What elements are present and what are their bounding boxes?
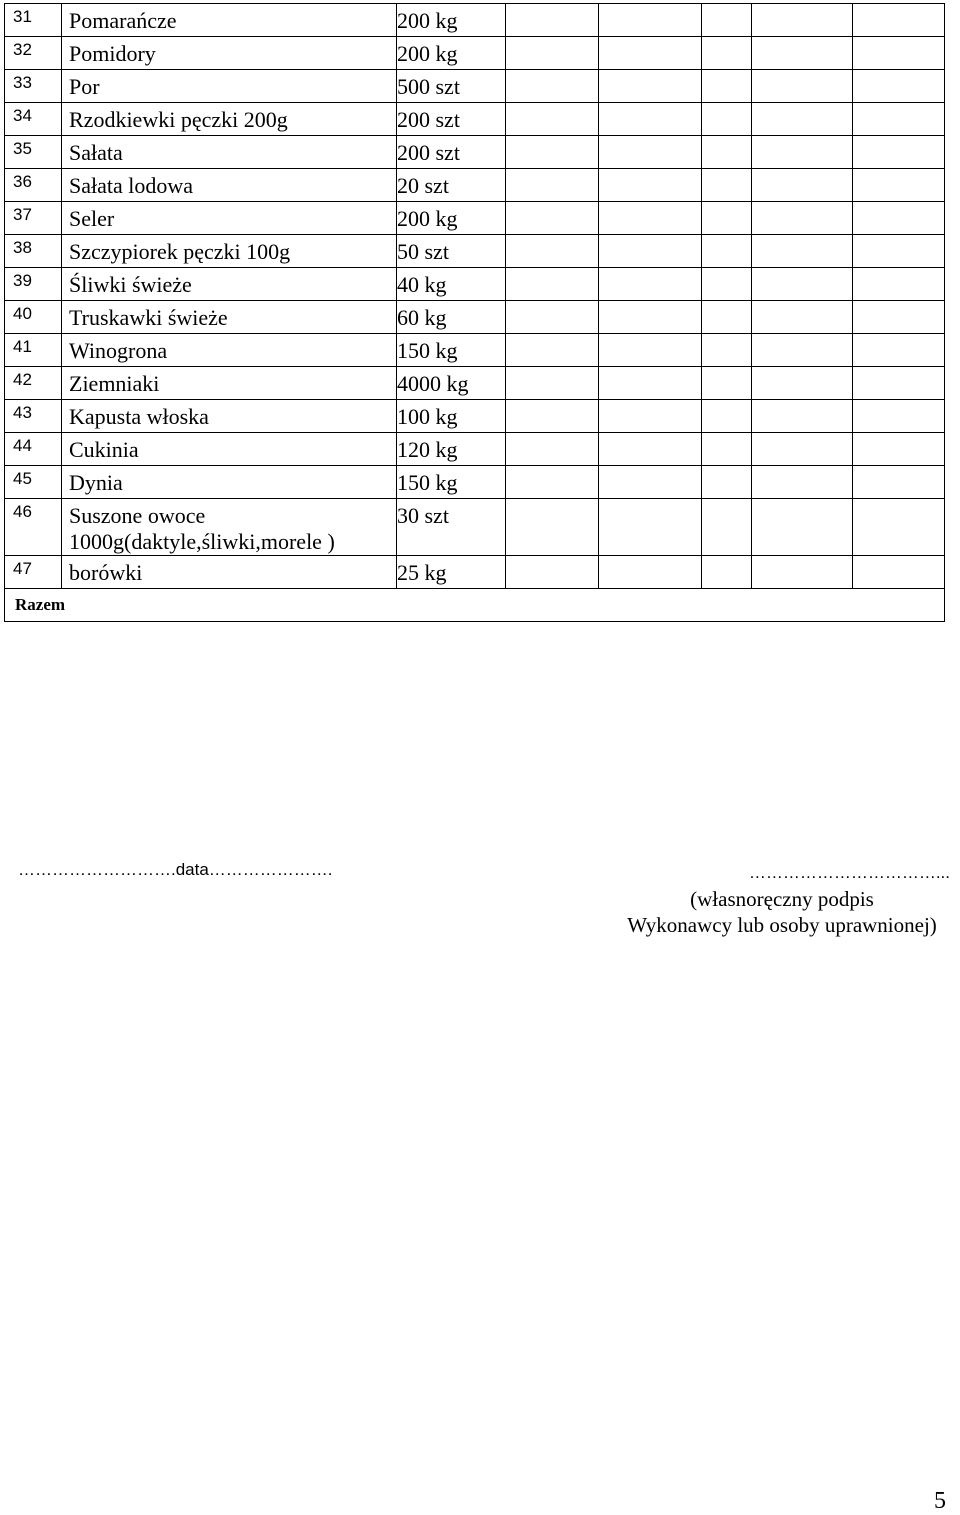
- product-quantity: 120 kg: [397, 433, 506, 466]
- empty-cell: [853, 499, 945, 556]
- signature-block: [612, 860, 952, 938]
- table-row: [5, 466, 945, 499]
- row-number: 47: [5, 556, 62, 589]
- empty-cell: [702, 268, 752, 301]
- empty-cell: [853, 334, 945, 367]
- empty-cell: [506, 103, 599, 136]
- empty-cell: [752, 169, 853, 202]
- date-line: ……………………….data………………….: [18, 860, 333, 879]
- empty-cell: [702, 103, 752, 136]
- product-name: Kapusta włoska: [62, 400, 397, 433]
- empty-cell: [853, 103, 945, 136]
- product-quantity: 100 kg: [397, 400, 506, 433]
- empty-cell: [506, 400, 599, 433]
- empty-cell: [853, 4, 945, 37]
- product-name: Dynia: [62, 466, 397, 499]
- empty-cell: [702, 433, 752, 466]
- empty-cell: [702, 301, 752, 334]
- product-name: Ziemniaki: [62, 367, 397, 400]
- empty-cell: [752, 400, 853, 433]
- items-table: [4, 3, 945, 622]
- empty-cell: [752, 499, 853, 556]
- table-row: [5, 499, 945, 556]
- empty-cell: [752, 433, 853, 466]
- empty-cell: [702, 4, 752, 37]
- row-number: 45: [5, 466, 62, 499]
- product-name: Sałata lodowa: [62, 169, 397, 202]
- table-row: [5, 556, 945, 589]
- product-name: Śliwki świeże: [62, 268, 397, 301]
- empty-cell: [599, 103, 702, 136]
- product-quantity: 500 szt: [397, 70, 506, 103]
- empty-cell: [599, 136, 702, 169]
- product-quantity: 200 szt: [397, 103, 506, 136]
- empty-cell: [752, 4, 853, 37]
- product-name: Rzodkiewki pęczki 200g: [62, 103, 397, 136]
- empty-cell: [752, 235, 853, 268]
- empty-cell: [506, 268, 599, 301]
- product-quantity: 50 szt: [397, 235, 506, 268]
- table-row: [5, 169, 945, 202]
- empty-cell: [702, 202, 752, 235]
- product-name: Pomarańcze: [62, 4, 397, 37]
- product-quantity: 200 kg: [397, 4, 506, 37]
- product-name: Cukinia: [62, 433, 397, 466]
- product-name: Pomidory: [62, 37, 397, 70]
- empty-cell: [853, 37, 945, 70]
- row-number: 44: [5, 433, 62, 466]
- empty-cell: [599, 70, 702, 103]
- empty-cell: [702, 37, 752, 70]
- empty-cell: [599, 268, 702, 301]
- empty-cell: [599, 202, 702, 235]
- product-quantity: 25 kg: [397, 556, 506, 589]
- empty-cell: [599, 301, 702, 334]
- table-row: [5, 4, 945, 37]
- empty-cell: [506, 37, 599, 70]
- empty-cell: [599, 400, 702, 433]
- empty-cell: [506, 70, 599, 103]
- empty-cell: [599, 235, 702, 268]
- table-row: [5, 301, 945, 334]
- empty-cell: [853, 268, 945, 301]
- empty-cell: [506, 136, 599, 169]
- empty-cell: [752, 37, 853, 70]
- signature-caption-line2: Wykonawcy lub osoby uprawnionej): [627, 913, 937, 937]
- empty-cell: [853, 202, 945, 235]
- table-row: [5, 103, 945, 136]
- empty-cell: [599, 37, 702, 70]
- row-number: 42: [5, 367, 62, 400]
- empty-cell: [853, 169, 945, 202]
- product-quantity: 4000 kg: [397, 367, 506, 400]
- product-name: Truskawki świeże: [62, 301, 397, 334]
- empty-cell: [853, 136, 945, 169]
- empty-cell: [752, 556, 853, 589]
- product-quantity: 150 kg: [397, 334, 506, 367]
- empty-cell: [752, 301, 853, 334]
- table-row: [5, 268, 945, 301]
- empty-cell: [853, 367, 945, 400]
- row-number: 43: [5, 400, 62, 433]
- row-number: 31: [5, 4, 62, 37]
- empty-cell: [752, 268, 853, 301]
- empty-cell: [702, 367, 752, 400]
- empty-cell: [506, 556, 599, 589]
- empty-cell: [853, 235, 945, 268]
- product-name: Por: [62, 70, 397, 103]
- product-name: Szczypiorek pęczki 100g: [62, 235, 397, 268]
- row-number: 39: [5, 268, 62, 301]
- items-table-body: [5, 4, 945, 622]
- row-number: 33: [5, 70, 62, 103]
- product-quantity: 200 szt: [397, 136, 506, 169]
- empty-cell: [853, 400, 945, 433]
- table-row: [5, 136, 945, 169]
- empty-cell: [702, 70, 752, 103]
- row-number: 46: [5, 499, 62, 556]
- page-number: 5: [934, 1488, 946, 1514]
- empty-cell: [702, 466, 752, 499]
- row-number: 37: [5, 202, 62, 235]
- empty-cell: [752, 334, 853, 367]
- product-name: borówki: [62, 556, 397, 589]
- empty-cell: [752, 202, 853, 235]
- empty-cell: [506, 334, 599, 367]
- empty-cell: [599, 499, 702, 556]
- empty-cell: [702, 169, 752, 202]
- empty-cell: [752, 466, 853, 499]
- table-row: [5, 202, 945, 235]
- empty-cell: [702, 235, 752, 268]
- empty-cell: [599, 4, 702, 37]
- empty-cell: [506, 466, 599, 499]
- empty-cell: [702, 556, 752, 589]
- empty-cell: [506, 235, 599, 268]
- row-number: 40: [5, 301, 62, 334]
- empty-cell: [506, 367, 599, 400]
- empty-cell: [752, 136, 853, 169]
- table-row: [5, 400, 945, 433]
- empty-cell: [702, 499, 752, 556]
- product-quantity: 60 kg: [397, 301, 506, 334]
- empty-cell: [752, 70, 853, 103]
- empty-cell: [853, 556, 945, 589]
- empty-cell: [752, 103, 853, 136]
- table-row: [5, 37, 945, 70]
- signature-caption-line1: (własnoręczny podpis: [690, 887, 874, 911]
- product-quantity: 20 szt: [397, 169, 506, 202]
- product-quantity: 150 kg: [397, 466, 506, 499]
- empty-cell: [853, 70, 945, 103]
- product-name: Winogrona: [62, 334, 397, 367]
- row-number: 38: [5, 235, 62, 268]
- product-quantity: 30 szt: [397, 499, 506, 556]
- total-label: Razem: [5, 589, 945, 622]
- table-row: [5, 235, 945, 268]
- product-name: Sałata: [62, 136, 397, 169]
- empty-cell: [599, 466, 702, 499]
- empty-cell: [599, 367, 702, 400]
- signature-dots: ……………………………...: [748, 863, 950, 882]
- empty-cell: [506, 499, 599, 556]
- empty-cell: [853, 466, 945, 499]
- product-name: Seler: [62, 202, 397, 235]
- empty-cell: [599, 556, 702, 589]
- table-row: [5, 334, 945, 367]
- empty-cell: [506, 4, 599, 37]
- empty-cell: [702, 136, 752, 169]
- product-quantity: 200 kg: [397, 202, 506, 235]
- table-row: [5, 70, 945, 103]
- row-number: 34: [5, 103, 62, 136]
- empty-cell: [853, 433, 945, 466]
- empty-cell: [853, 301, 945, 334]
- row-number: 41: [5, 334, 62, 367]
- empty-cell: [752, 367, 853, 400]
- empty-cell: [702, 334, 752, 367]
- empty-cell: [506, 169, 599, 202]
- product-quantity: 40 kg: [397, 268, 506, 301]
- empty-cell: [506, 202, 599, 235]
- total-row: [5, 589, 945, 622]
- table-row: [5, 367, 945, 400]
- row-number: 36: [5, 169, 62, 202]
- empty-cell: [506, 301, 599, 334]
- empty-cell: [599, 433, 702, 466]
- table-row: [5, 433, 945, 466]
- row-number: 32: [5, 37, 62, 70]
- empty-cell: [599, 169, 702, 202]
- empty-cell: [702, 400, 752, 433]
- empty-cell: [599, 334, 702, 367]
- row-number: 35: [5, 136, 62, 169]
- empty-cell: [506, 433, 599, 466]
- product-quantity: 200 kg: [397, 37, 506, 70]
- product-name: Suszone owoce 1000g(daktyle,śliwki,morele ): [62, 499, 397, 556]
